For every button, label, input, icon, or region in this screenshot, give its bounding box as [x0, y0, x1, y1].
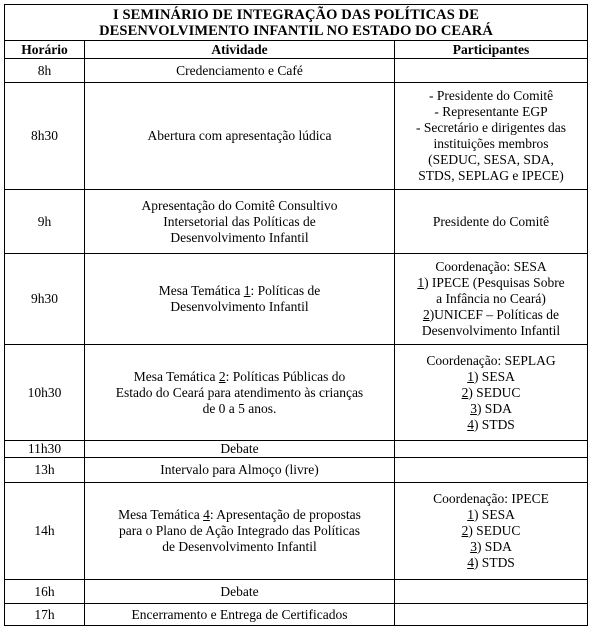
- participant-line: 3) SDA: [470, 539, 512, 554]
- row-time: 16h: [5, 580, 85, 604]
- participant-line: Coordenação: IPECE: [433, 491, 549, 506]
- row-participants: [395, 441, 588, 458]
- table-row: [5, 483, 588, 580]
- title-line-1: I SEMINÁRIO DE INTEGRAÇÃO DAS POLÍTICAS DE: [113, 6, 479, 23]
- row-participants: [395, 190, 588, 254]
- participant-line: instituições membros: [433, 136, 549, 151]
- activity-line: Mesa Temática 1: Políticas de: [158, 283, 321, 298]
- row-activity: [85, 83, 395, 190]
- participant-line: - Presidente do Comitê: [428, 88, 554, 103]
- row-activity: [85, 254, 395, 345]
- row-activity: [85, 458, 395, 483]
- participant-line: Desenvolvimento Infantil: [421, 323, 561, 338]
- row-time: 9h30: [5, 254, 85, 345]
- table-row: [5, 190, 588, 254]
- header-participants: Participantes: [395, 41, 588, 59]
- activity-line: Debate: [220, 441, 259, 456]
- activity-line: de Desenvolvimento Infantil: [162, 539, 317, 554]
- activity-line: Intersetorial das Políticas de: [163, 213, 316, 229]
- participant-line: 4) STDS: [467, 555, 515, 570]
- participant-line: 4) STDS: [467, 416, 515, 432]
- activity-line: Abertura com apresentação lúdica: [147, 128, 332, 143]
- activity-line: Mesa Temática 2: Políticas Públicas do: [133, 368, 346, 384]
- activity-line: Mesa Temática 4: Apresentação de propostas: [118, 507, 361, 522]
- row-activity: [85, 345, 395, 441]
- activity-line: Apresentação do Comitê Consultivo: [141, 197, 338, 213]
- participant-line: Presidente do Comitê: [432, 213, 550, 229]
- activity-line: Intervalo para Almoço (livre): [160, 462, 319, 477]
- table-row: [5, 345, 588, 441]
- row-time: 11h30: [5, 441, 85, 458]
- participant-line: 2) SEDUC: [461, 523, 521, 538]
- participant-line: a Infância no Ceará): [436, 291, 546, 306]
- participant-line: 1) IPECE (Pesquisas Sobre: [417, 275, 565, 290]
- row-time: 13h: [5, 458, 85, 483]
- row-time: 10h30: [5, 345, 85, 441]
- row-participants: [395, 458, 588, 483]
- activity-line: Estado do Ceará para atendimento às crianças: [115, 384, 364, 400]
- activity-line: de 0 a 5 anos.: [202, 400, 277, 416]
- row-participants: [395, 59, 588, 83]
- header-time: Horário: [5, 41, 85, 59]
- table-row: [5, 83, 588, 190]
- table-row: [5, 580, 588, 604]
- row-activity: [85, 483, 395, 580]
- row-activity: [85, 604, 395, 626]
- schedule-table: [4, 4, 588, 626]
- participant-line: 1) SESA: [467, 368, 515, 384]
- row-participants: [395, 345, 588, 441]
- activity-line: Credenciamento e Café: [176, 62, 303, 78]
- participant-line: - Secretário e dirigentes das: [416, 120, 566, 135]
- table-row: [5, 604, 588, 626]
- activity-line: Desenvolvimento Infantil: [170, 229, 309, 245]
- row-participants: [395, 483, 588, 580]
- row-activity: [85, 441, 395, 458]
- row-activity: [85, 59, 395, 83]
- row-participants: [395, 83, 588, 190]
- row-activity: [85, 580, 395, 604]
- table-row: [5, 59, 588, 83]
- activity-line: Encerramento e Entrega de Certificados: [131, 606, 348, 622]
- row-time: 8h: [5, 59, 85, 83]
- table-row: [5, 441, 588, 458]
- title-line-2: DESENVOLVIMENTO INFANTIL NO ESTADO DO CEARÁ: [99, 22, 493, 39]
- header-activity: Atividade: [85, 41, 395, 59]
- table-row: [5, 458, 588, 483]
- activity-line: Desenvolvimento Infantil: [170, 299, 309, 314]
- row-time: 8h30: [5, 83, 85, 190]
- row-time: 17h: [5, 604, 85, 626]
- row-participants: [395, 254, 588, 345]
- activity-line: para o Plano de Ação Integrado das Políticas: [118, 523, 361, 538]
- participant-line: 1) SESA: [467, 507, 515, 522]
- row-activity: [85, 190, 395, 254]
- row-participants: [395, 580, 588, 604]
- participant-line: STDS, SEPLAG e IPECE): [418, 168, 564, 183]
- participant-line: 2)UNICEF – Políticas de: [422, 307, 560, 322]
- participant-line: 2) SEDUC: [461, 384, 521, 400]
- row-time: 14h: [5, 483, 85, 580]
- table-row: [5, 254, 588, 345]
- activity-line: Debate: [220, 583, 259, 599]
- row-participants: [395, 604, 588, 626]
- participant-line: (SEDUC, SESA, SDA,: [428, 152, 554, 167]
- row-time: 9h: [5, 190, 85, 254]
- participant-line: 3) SDA: [470, 400, 512, 416]
- participant-line: Coordenação: SESA: [435, 259, 547, 274]
- participant-line: - Representante EGP: [434, 104, 548, 119]
- participant-line: Coordenação: SEPLAG: [426, 352, 556, 368]
- document-title: [5, 5, 588, 41]
